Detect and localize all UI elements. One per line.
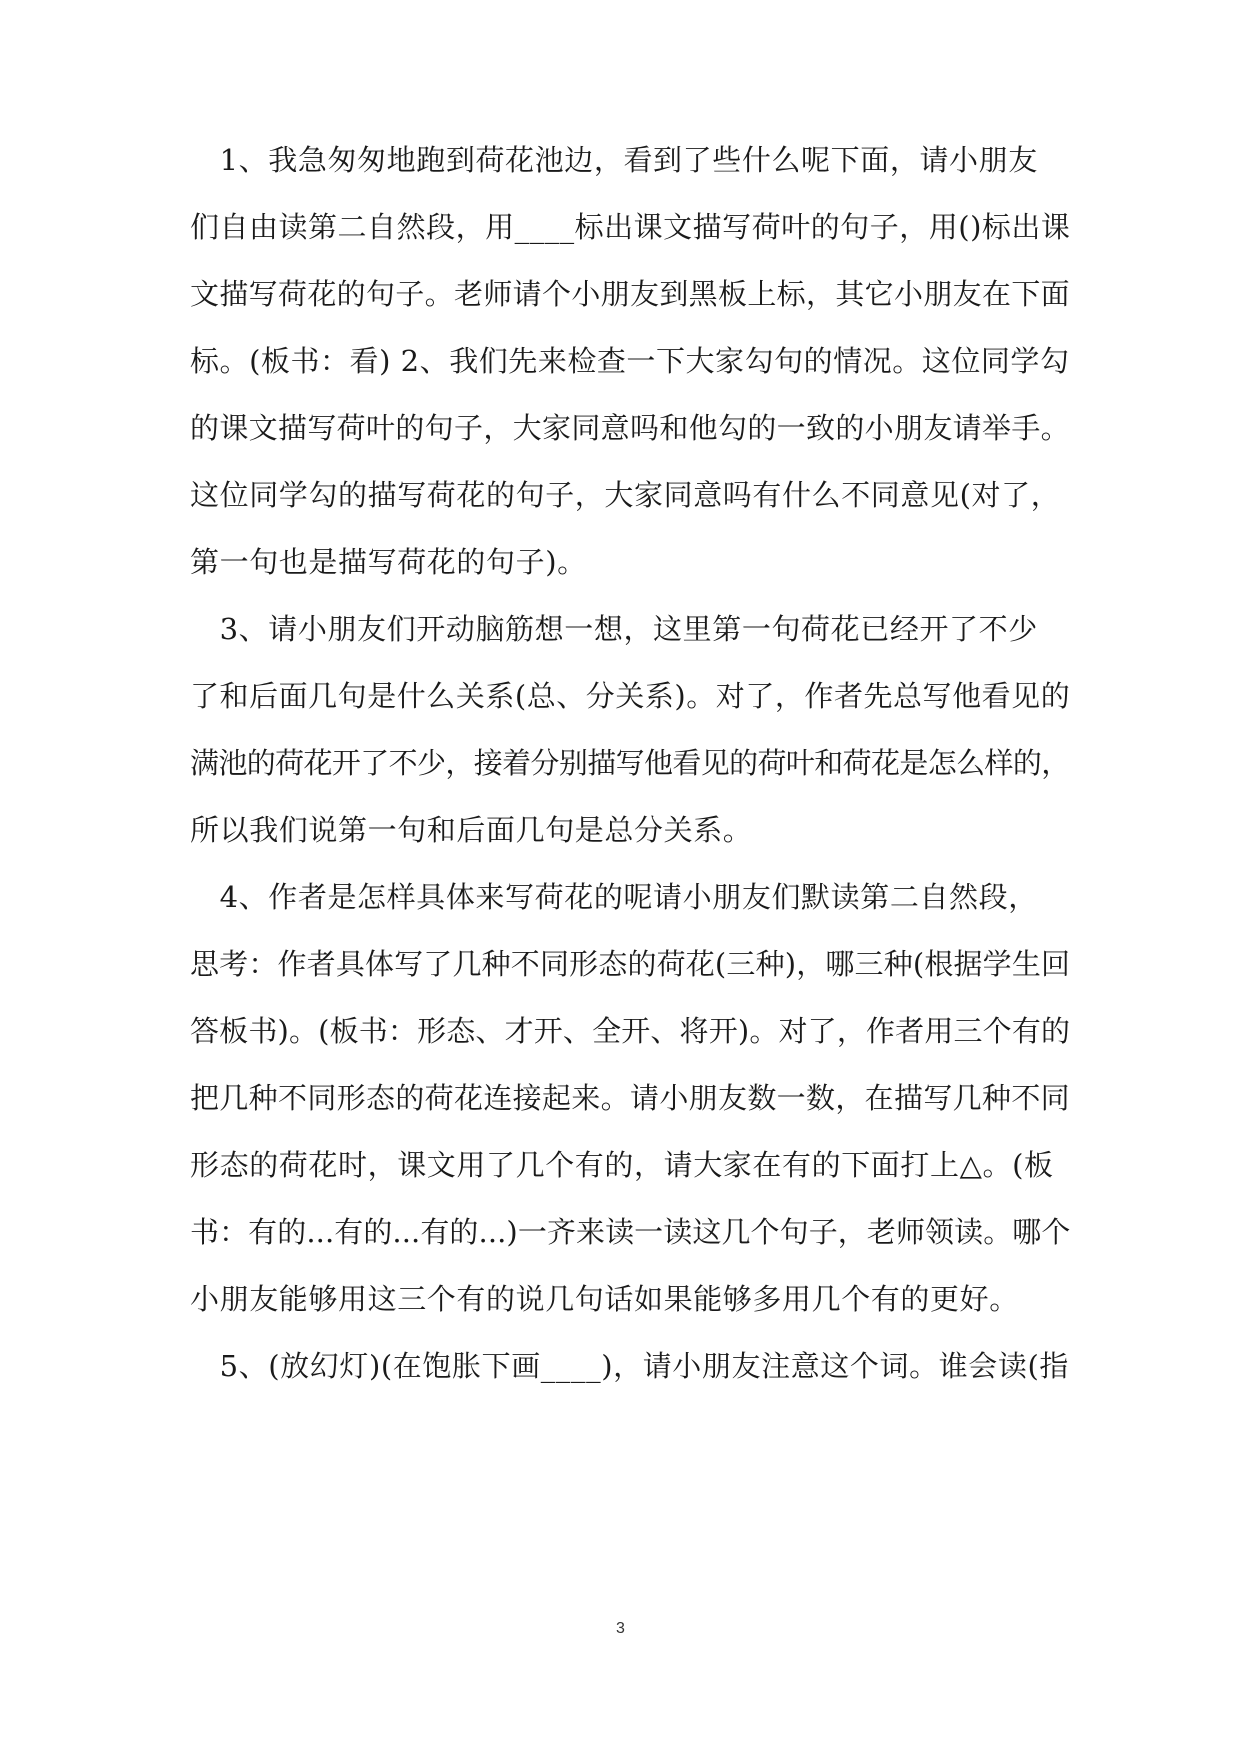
text-line: 文描写荷花的句子。老师请个小朋友到黑板上标，其它小朋友在下面 bbox=[190, 277, 1071, 311]
text-line: 这位同学勾的描写荷花的句子，大家同意吗有什么不同意见(对了， bbox=[190, 478, 1061, 512]
text-line: 的课文描写荷叶的句子，大家同意吗和他勾的一致的小朋友请举手。 bbox=[190, 411, 1071, 445]
text-line: 所以我们说第一句和后面几句是总分关系。 bbox=[190, 813, 753, 847]
text-line: 标。(板书：看) 2、我们先来检查一下大家勾句的情况。这位同学勾 bbox=[190, 344, 1070, 378]
text-line: 5、(放幻灯)(在饱胀下画____)，请小朋友注意这个词。谁会读(指 bbox=[190, 1349, 1070, 1383]
text-line: 4、作者是怎样具体来写荷花的呢请小朋友们默读第二自然段， bbox=[190, 880, 1038, 914]
text-line: 满池的荷花开了不少，接着分别描写他看见的荷叶和荷花是怎么样的， bbox=[190, 746, 1070, 780]
text-line: 第一句也是描写荷花的句子)。 bbox=[190, 545, 587, 579]
text-line: 了和后面几句是什么关系(总、分关系)。对了，作者先总写他看见的 bbox=[190, 679, 1071, 713]
text-line: 形态的荷花时，课文用了几个有的，请大家在有的下面打上△。(板 bbox=[190, 1148, 1054, 1182]
text-line: 思考：作者具体写了几种不同形态的荷花(三种)，哪三种(根据学生回 bbox=[190, 947, 1071, 981]
text-line: 们自由读第二自然段，用____标出课文描写荷叶的句子，用()标出课 bbox=[190, 210, 1071, 244]
text-line: 答板书)。(板书：形态、才开、全开、将开)。对了，作者用三个有的 bbox=[190, 1014, 1071, 1048]
text-line: 1、我急匆匆地跑到荷花池边，看到了些什么呢下面，请小朋友 bbox=[190, 143, 1038, 177]
text-line: 书：有的...有的...有的...)一齐来读一读这几个句子，老师领读。哪个 bbox=[190, 1215, 1071, 1249]
text-line: 3、请小朋友们开动脑筋想一想，这里第一句荷花已经开了不少 bbox=[190, 612, 1038, 646]
text-line: 小朋友能够用这三个有的说几句话如果能够多用几个有的更好。 bbox=[190, 1282, 1019, 1316]
text-line: 把几种不同形态的荷花连接起来。请小朋友数一数，在描写几种不同 bbox=[190, 1081, 1071, 1115]
page-number: 3 bbox=[616, 1620, 625, 1637]
